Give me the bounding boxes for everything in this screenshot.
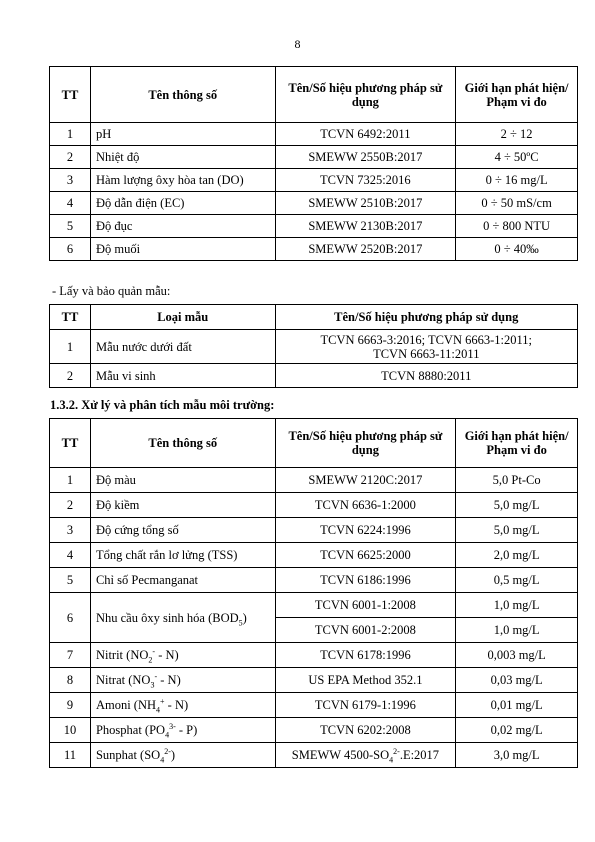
cell-limit: 1,0 mg/L <box>456 593 578 618</box>
table-row <box>50 123 578 146</box>
cell-tt: 2 <box>50 146 91 169</box>
cell-limit: 0,01 mg/L <box>456 693 578 718</box>
cell-tt: 10 <box>50 718 91 743</box>
param-text: Nitrat (NO <box>95 673 151 687</box>
param-subscript: 5 <box>238 618 243 627</box>
cell-method: TCVN 6001-2:2008 <box>275 618 456 643</box>
cell-param: Độ dẫn điện (EC) <box>90 192 275 215</box>
cell-param: Chỉ số Pecmanganat <box>90 568 275 593</box>
cell-method: TCVN 7325:2016 <box>275 169 456 192</box>
field-measurement-table <box>49 66 578 261</box>
cell-limit: 0 ÷ 40‰ <box>456 238 578 261</box>
table-row <box>50 215 578 238</box>
cell-method: TCVN 6001-1:2008 <box>275 593 456 618</box>
method-text: .E:2017 <box>399 748 440 762</box>
cell-tt: 1 <box>50 330 91 364</box>
cell-method: TCVN 6179-1:1996 <box>275 693 456 718</box>
cell-param <box>90 668 275 693</box>
cell-tt: 9 <box>50 693 91 718</box>
cell-method: TCVN 6625:2000 <box>275 543 456 568</box>
param-text: Sunphat (SO <box>95 748 161 762</box>
cell-method: TCVN 6492:2011 <box>275 123 456 146</box>
table-header-row <box>50 305 578 330</box>
cell-method: TCVN 6224:1996 <box>275 518 456 543</box>
cell-method: TCVN 6186:1996 <box>275 568 456 593</box>
cell-method: TCVN 6178:1996 <box>275 643 456 668</box>
param-subscript: 2 <box>148 655 153 665</box>
cell-method: TCVN 6636-1:2000 <box>275 493 456 518</box>
cell-tt: 2 <box>50 364 91 388</box>
cell-param: Hàm lượng ôxy hòa tan (DO) <box>90 169 275 192</box>
cell-param: Độ muối <box>90 238 275 261</box>
param-superscript: + <box>160 696 165 706</box>
cell-param: Độ màu <box>90 468 275 493</box>
method-text: SMEWW 4500-SO <box>291 748 390 762</box>
cell-method: SMEWW 2130B:2017 <box>275 215 456 238</box>
param-text: Phosphat (PO <box>95 723 166 737</box>
header-param: Tên thông số <box>90 419 275 468</box>
cell-param: Tổng chất rắn lơ lửng (TSS) <box>90 543 275 568</box>
table-row <box>50 330 578 364</box>
table-row <box>50 169 578 192</box>
param-superscript: - <box>152 646 156 656</box>
cell-limit: 4 ÷ 50ºC <box>456 146 578 169</box>
cell-tt: 6 <box>50 593 91 643</box>
lab-analysis-table <box>49 418 578 768</box>
header-limit: Giới hạn phát hiện/ Phạm vi đo <box>456 67 578 123</box>
table-row <box>50 568 578 593</box>
cell-limit: 5,0 mg/L <box>456 493 578 518</box>
page-number: 8 <box>294 37 301 51</box>
header-method: Tên/Số hiệu phương pháp sử dụng <box>275 67 456 123</box>
table-row <box>50 364 578 388</box>
cell-limit: 5,0 Pt-Co <box>456 468 578 493</box>
table-row <box>50 668 578 693</box>
param-superscript: - <box>154 671 158 681</box>
param-superscript: 2- <box>164 746 171 756</box>
cell-method <box>275 743 456 768</box>
method-subscript: 4 <box>389 755 394 765</box>
method-superscript: 2- <box>393 746 400 756</box>
cell-tt: 7 <box>50 643 91 668</box>
header-limit: Giới hạn phát hiện/ Phạm vi đo <box>456 419 578 468</box>
cell-tt: 3 <box>50 518 91 543</box>
param-text: Nhu cầu ôxy sinh hóa (BOD <box>95 610 239 625</box>
param-subscript: 4 <box>160 755 165 765</box>
cell-tt: 1 <box>50 123 91 146</box>
cell-limit: 0,5 mg/L <box>456 568 578 593</box>
cell-param: Nhiệt độ <box>90 146 275 169</box>
section-heading: 1.3.2. Xử lý và phân tích mẫu môi trường: <box>50 398 275 412</box>
cell-limit: 0,003 mg/L <box>456 643 578 668</box>
cell-param <box>90 643 275 668</box>
param-text: ) <box>170 748 176 762</box>
header-tt: TT <box>50 67 91 123</box>
cell-method: SMEWW 2520B:2017 <box>275 238 456 261</box>
cell-method: SMEWW 2120C:2017 <box>275 468 456 493</box>
cell-param: Độ kiềm <box>90 493 275 518</box>
table-row <box>50 146 578 169</box>
param-text: Nitrit (NO <box>95 648 149 662</box>
cell-tt: 5 <box>50 215 91 238</box>
table-row <box>50 718 578 743</box>
table-header-row <box>50 419 578 468</box>
param-subscript: 4 <box>165 730 170 740</box>
table-row <box>50 192 578 215</box>
cell-method: TCVN 6663-3:2016; TCVN 6663-1:2011; TCVN 6663-11:2011 <box>275 330 577 364</box>
cell-tt: 3 <box>50 169 91 192</box>
cell-limit: 5,0 mg/L <box>456 518 578 543</box>
cell-limit: 2 ÷ 12 <box>456 123 578 146</box>
param-subscript: 4 <box>156 705 161 715</box>
param-text: Amoni (NH <box>95 698 157 712</box>
table-header-row <box>50 67 578 123</box>
cell-limit: 3,0 mg/L <box>456 743 578 768</box>
cell-method: TCVN 6202:2008 <box>275 718 456 743</box>
header-tt: TT <box>50 305 91 330</box>
cell-param: pH <box>90 123 275 146</box>
cell-method: TCVN 8880:2011 <box>275 364 577 388</box>
cell-tt: 4 <box>50 192 91 215</box>
table-row <box>50 543 578 568</box>
cell-limit: 2,0 mg/L <box>456 543 578 568</box>
cell-limit: 0 ÷ 50 mS/cm <box>456 192 578 215</box>
table-row <box>50 518 578 543</box>
cell-param <box>90 693 275 718</box>
table-row <box>50 643 578 668</box>
cell-limit: 0,02 mg/L <box>456 718 578 743</box>
cell-method: SMEWW 2510B:2017 <box>275 192 456 215</box>
cell-limit: 1,0 mg/L <box>456 618 578 643</box>
table-row <box>50 238 578 261</box>
cell-tt: 8 <box>50 668 91 693</box>
cell-limit: 0 ÷ 16 mg/L <box>456 169 578 192</box>
cell-param <box>90 718 275 743</box>
cell-param: Độ đục <box>90 215 275 238</box>
table-row <box>50 468 578 493</box>
cell-param <box>90 743 275 768</box>
cell-tt: 6 <box>50 238 91 261</box>
cell-tt: 5 <box>50 568 91 593</box>
header-sample-type: Loại mẫu <box>90 305 275 330</box>
table-row <box>50 693 578 718</box>
cell-tt: 4 <box>50 543 91 568</box>
param-subscript: 3 <box>150 680 155 690</box>
header-method: Tên/Số hiệu phương pháp sử dụng <box>275 419 456 468</box>
cell-limit: 0,03 mg/L <box>456 668 578 693</box>
cell-sample-type: Mẫu nước dưới đất <box>90 330 275 364</box>
header-param: Tên thông số <box>90 67 275 123</box>
cell-tt: 2 <box>50 493 91 518</box>
param-text: - N) <box>164 698 189 712</box>
param-superscript: 3- <box>169 721 176 731</box>
param-text: ) <box>242 610 247 625</box>
param-text: - N) <box>155 648 179 662</box>
sampling-table <box>49 304 578 388</box>
param-text: - N) <box>157 673 181 687</box>
table-row <box>50 743 578 768</box>
cell-param <box>90 593 275 643</box>
cell-param: Độ cứng tổng số <box>90 518 275 543</box>
cell-tt: 11 <box>50 743 91 768</box>
cell-limit: 0 ÷ 800 NTU <box>456 215 578 238</box>
cell-tt: 1 <box>50 468 91 493</box>
cell-sample-type: Mẫu vi sinh <box>90 364 275 388</box>
header-tt: TT <box>50 419 91 468</box>
table-row <box>50 493 578 518</box>
sampling-heading: - Lấy và bảo quản mẫu: <box>52 284 171 298</box>
cell-method: US EPA Method 352.1 <box>275 668 456 693</box>
table-row <box>50 593 578 618</box>
cell-method: SMEWW 2550B:2017 <box>275 146 456 169</box>
param-text: - P) <box>175 723 198 737</box>
header-method: Tên/Số hiệu phương pháp sử dụng <box>275 305 577 330</box>
